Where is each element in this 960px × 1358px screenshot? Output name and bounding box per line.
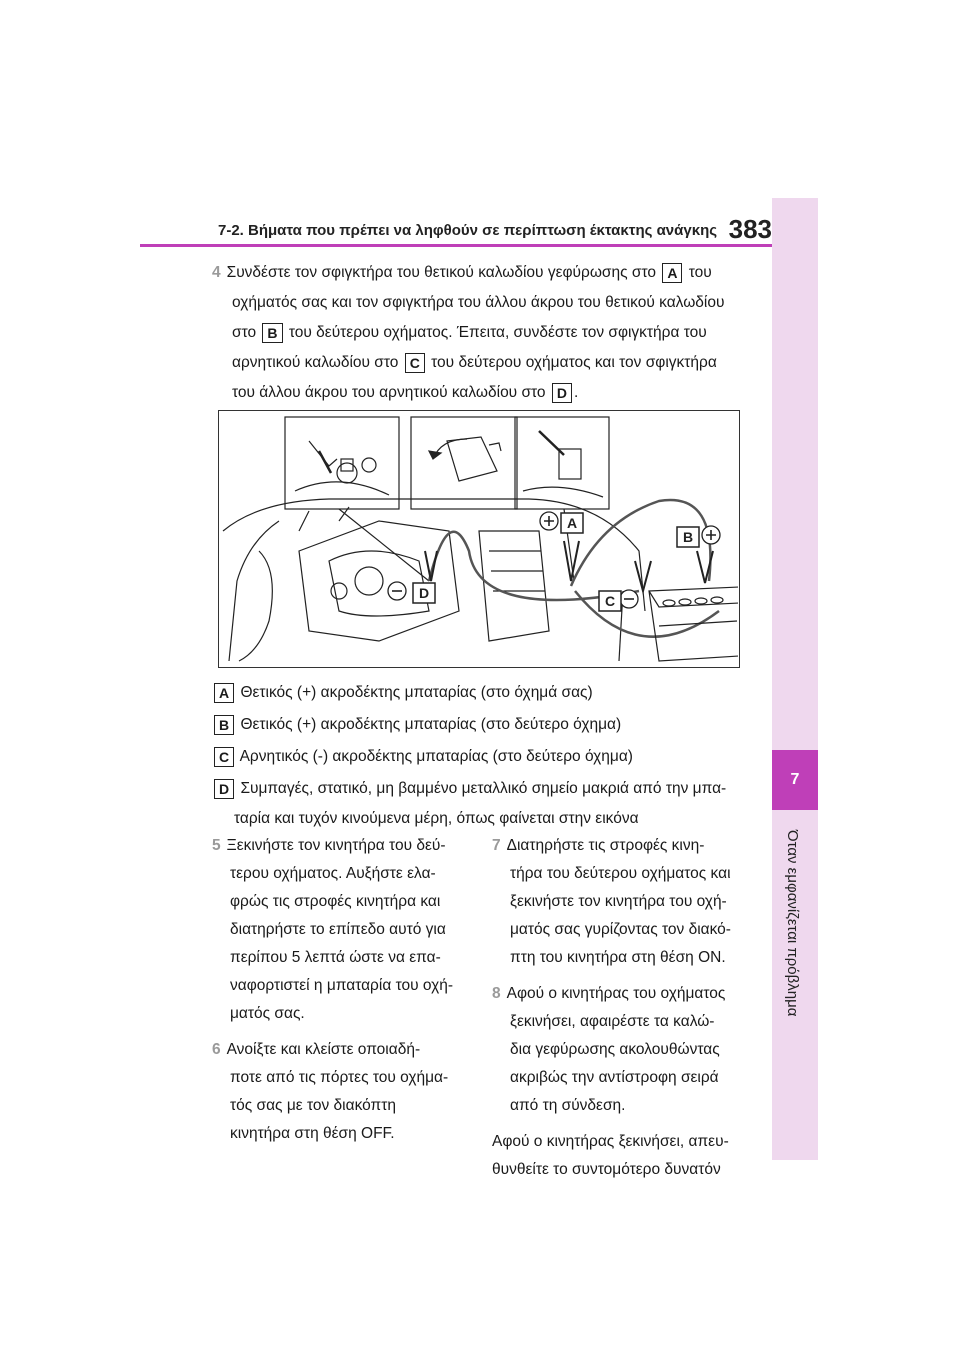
right-column [492, 832, 768, 1192]
step-text: Ξεκινήστε τον κινητήρα του δεύ- [226, 837, 446, 854]
legend-d-text: Συμπαγές, στατικό, μη βαμμένο μεταλλικό σημείο μακριά από την μπα- [240, 780, 727, 797]
step-number: 4 [212, 264, 221, 281]
engine-bay-drawing [219, 411, 738, 666]
section-title: 7-2. Βήματα που πρέπει να ληφθούν σε περίπτωση έκτακτης ανάγκης [218, 222, 718, 239]
step-text: του δεύτερου οχήματος και τον σφιγκτήρα [431, 354, 717, 371]
step-text: φρώς τις στροφές κινητήρα και [230, 893, 441, 910]
step-text: από τη σύνδεση. [510, 1097, 626, 1114]
chapter-number-tab[interactable]: 7 [772, 750, 818, 810]
figure-label-a: A [566, 515, 578, 531]
after-start-note [492, 1128, 768, 1184]
inset-ground-point [515, 417, 609, 509]
header-rule [140, 244, 772, 247]
label-d-box: D [552, 383, 572, 403]
step-text: του άλλου άκρου του αρνητικού καλωδίου στο [232, 384, 546, 401]
step-text: δια γεφύρωσης ακολουθώντας [510, 1041, 720, 1058]
step-text: κινητήρα στη θέση OFF. [230, 1125, 395, 1142]
step-4 [212, 258, 752, 408]
paragraph-text: θυνθείτε το συντομότερο δυνατόν [492, 1161, 721, 1178]
step-text: του δεύτερου οχήματος. Έπειτα, συνδέστε τον σφιγκτήρα του [288, 324, 707, 341]
step-number: 5 [212, 837, 221, 854]
step-text: διατηρήστε το επίπεδο αυτό για [230, 921, 446, 938]
legend-a-box: A [214, 683, 234, 703]
step-text: . [574, 384, 579, 401]
step-text: ματός σας. [230, 1005, 305, 1022]
step-text: Ανοίξτε και κλείστε οποιαδή- [226, 1041, 421, 1058]
chapter-title: Όταν εμφανίζεται πρόβλημα [784, 830, 801, 1017]
step-text: ξεκινήσει, αφαιρέστε τα καλώ- [510, 1013, 715, 1030]
step-text: ξεκινήστε τον κινητήρα του οχή- [510, 893, 727, 910]
figure-label-d: D [418, 585, 430, 601]
label-c-box: C [405, 353, 425, 373]
page-number: 383 [728, 214, 772, 244]
step-text: Αφού ο κινητήρας του οχήματος [506, 985, 726, 1002]
inset-positive-terminal [285, 417, 399, 509]
label-a-box: A [662, 263, 682, 283]
step-text: ακριβώς την αντίστροφη σειρά [510, 1069, 719, 1086]
step-number: 6 [212, 1041, 221, 1058]
legend-c-box: C [214, 747, 234, 767]
legend-c-text: Αρνητικός (-) ακροδέκτης μπαταρίας (στο δεύτερο όχημα) [239, 748, 633, 765]
figure-label-c: C [604, 593, 616, 609]
left-column [212, 832, 482, 1156]
step-text: ποτε από τις πόρτες του οχήμα- [230, 1069, 449, 1086]
jump-start-illustration [218, 410, 740, 668]
legend-d-text-cont: ταρία και τυχόν κινούμενα μέρη, όπως φαίνεται στην εικόνα [234, 810, 639, 827]
legend-b-text: Θετικός (+) ακροδέκτης μπαταρίας (στο δεύτερο όχημα) [240, 716, 622, 733]
label-b-box: B [262, 323, 282, 343]
step-text: περίπου 5 λεπτά ώστε να επα- [230, 949, 441, 966]
step-text: αρνητικού καλωδίου στο [232, 354, 399, 371]
chapter-sidebar [772, 198, 818, 750]
step-text: πτη του κινητήρα στη θέση ON. [510, 949, 726, 966]
step-6 [212, 1036, 482, 1148]
legend-b-box: B [214, 715, 234, 735]
step-text: στο [232, 324, 257, 341]
legend-a-text: Θετικός (+) ακροδέκτης μπαταρίας (στο όχημά σας) [240, 684, 593, 701]
figure-label-b: B [682, 529, 694, 545]
inset-battery-cover [411, 417, 517, 509]
step-text: του [688, 264, 712, 281]
step-text: Συνδέστε τον σφιγκτήρα του θετικού καλωδίου γεφύρωσης στο [226, 264, 656, 281]
step-text: τήρα του δεύτερου οχήματος και [510, 865, 731, 882]
step-text: τός σας με τον διακόπτη [230, 1097, 396, 1114]
figure-legend [212, 678, 772, 834]
legend-d-box: D [214, 779, 234, 799]
step-text: οχήματός σας και τον σφιγκτήρα του άλλου άκρου του θετικού καλωδίου [232, 294, 725, 311]
step-text: ματός σας γυρίζοντας τον διακό- [510, 921, 731, 938]
step-number: 8 [492, 985, 501, 1002]
page-header [218, 214, 772, 244]
step-text: Διατηρήστε τις στροφές κινη- [506, 837, 705, 854]
step-text: ναφορτιστεί η μπαταρία του οχή- [230, 977, 454, 994]
step-5 [212, 832, 482, 1028]
step-text: τερου οχήματος. Αυξήστε ελα- [230, 865, 436, 882]
step-8 [492, 980, 768, 1120]
step-number: 7 [492, 837, 501, 854]
step-7 [492, 832, 768, 972]
paragraph-text: Αφού ο κινητήρας ξεκινήσει, απευ- [492, 1133, 729, 1150]
